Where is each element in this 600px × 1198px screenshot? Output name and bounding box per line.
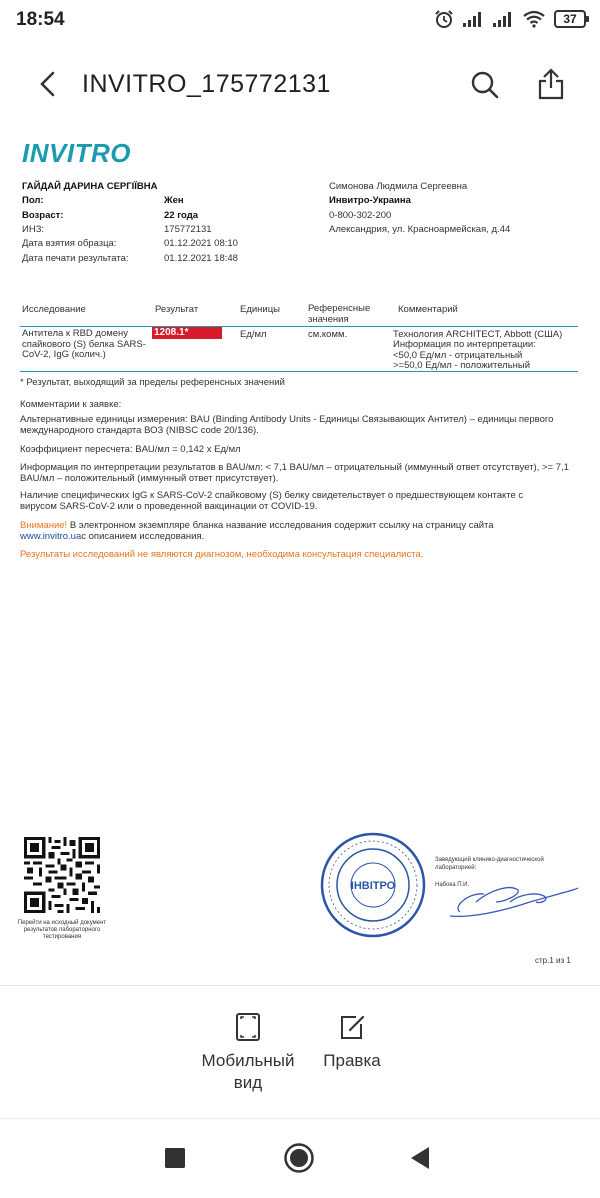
stamp-text: ІНВІТРО [350,880,396,892]
edit-label: Правка [323,1051,381,1070]
back-icon [408,1145,432,1171]
lab-stamp-seal [318,830,428,940]
home-icon [283,1142,315,1174]
disclaimer: Результаты исследований не являются диагнозом, необходима консультация специалиста. [20,549,424,560]
col-units-header: Единицы [240,304,281,315]
lab-org: Инвитро-Украина [329,195,411,206]
sample-date-label: Дата взятия образца: [22,238,117,249]
mobile-view-button[interactable] [190,1012,306,1094]
print-date-label: Дата печати результата: [22,253,129,264]
qr-code[interactable] [24,837,100,913]
wifi-icon [522,10,546,28]
age-value: 22 года [164,210,199,221]
lab-doctor: Симонова Людмила Сергеевна [329,181,468,192]
out-of-range-footnote: * Результат, выходящий за пределы референсных значений [20,377,285,388]
print-date-value: 01.12.2021 18:48 [164,253,238,264]
navbar-divider [0,1118,600,1119]
page-number: стр.1 из 1 [535,956,571,965]
battery-icon: 37 [554,10,586,28]
comment-coefficient: Коэффициент пересчета: BAU/мл = 0,142 х Ед/мл [20,444,241,455]
invitro-logo: INVITRO [22,138,131,168]
document-title: INVITRO_175772131 [82,70,331,98]
signal-icon [492,10,514,28]
head-of-lab-name: Набока П.И. [435,882,470,888]
edit-icon [338,1012,366,1042]
share-icon [537,68,565,100]
table-bottom-divider [20,371,578,372]
result-reference: см.комм. [308,329,348,340]
app-bar [0,50,600,120]
back-arrow-icon [38,71,58,97]
home-button[interactable] [283,1142,315,1174]
col-result-header: Результат [155,304,199,315]
inz-value: 175772131 [164,224,212,235]
result-comment-2: Информация по интерпретации: [393,339,536,350]
warning-text: В электронном экземпляре бланка название исследования содержит ссылку на страницу сайта [69,520,494,531]
result-comment-4: >=50,0 Ед/мл - положительный [393,360,531,371]
search-icon [470,70,500,100]
document-page[interactable] [0,130,600,980]
sex-label: Пол: [22,195,44,206]
inz-label: ИНЗ: [22,224,45,235]
invitro-link[interactable]: www.invitro.ua [20,530,82,542]
search-button[interactable] [466,66,504,104]
recents-button[interactable] [159,1142,191,1174]
study-name-link[interactable]: Антитела к RBD домену спайкового (S) белка SARS-CoV-2, IgG (колич.) [22,328,146,360]
lab-phone: 0-800-302-200 [329,210,392,221]
table-header-divider [20,326,578,327]
system-back-button[interactable] [404,1142,436,1174]
mobile-view-icon [235,1012,261,1042]
signature [440,872,580,932]
signal-icon [462,10,484,28]
recents-icon [164,1147,186,1169]
edit-button[interactable] [312,1012,392,1072]
warning-tail: с описанием исследования. [81,530,205,542]
comment-igg: Наличие специфических IgG к SARS-CoV-2 спайковому (S) белку свидетельствует о предшествующем контакте с вирусом SARS-CoV-2 или о проведенной вакцинации от COVID-19. [20,490,524,512]
result-comment-1: Технология ARCHITECT, Abbott (США) [393,329,563,340]
status-bar [0,0,600,40]
system-navbar [0,1128,600,1190]
col-study-header: Исследование [22,304,86,315]
warning-label: Внимание! [20,520,68,531]
sample-date-value: 01.12.2021 08:10 [164,238,238,249]
result-value: 1208.1* [152,327,222,339]
head-of-lab-label: Заведующий клинико-диагностической лабораторией: [435,857,544,871]
alarm-icon [434,9,454,29]
share-button[interactable] [532,64,570,104]
comment-alt-units: Альтернативные единицы измерения: BAU (Binding Antibody Units - Единицы Связывающих Антител) – единицы первого международного стандарта ВОЗ (NIBSC code 20/136). [20,414,554,436]
patient-name: ГАЙДАЙ ДАРИНА СЕРГІЇВНА [22,181,158,192]
col-comment-header: Комментарий [398,304,458,315]
result-comment-3: <50,0 Ед/мл - отрицательный [393,350,523,361]
result-units: Ед/мл [240,329,267,340]
status-icons [434,8,586,30]
comments-title: Комментарии к заявке: [20,399,122,410]
age-label: Возраст: [22,210,64,221]
col-ref-header: Референсные значения [308,303,371,325]
toolbar-divider [0,985,600,986]
mobile-view-label: Мобильный вид [201,1051,295,1092]
warning-block [20,521,540,542]
qr-caption: Перейти на исходный документ результатов лабораторного тестирования [17,920,107,940]
status-time: 18:54 [16,9,65,30]
comment-interpretation: Информация по интерпретации результатов в BAU/мл: < 7,1 BAU/мл – отрицательный (иммунный ответ отсутствует), >= 7,1 BAU/мл – положительный (иммунный ответ присутствует). [20,462,569,484]
back-button[interactable] [30,66,66,102]
sex-value: Жен [164,195,184,206]
lab-address: Александрия, ул. Красноармейская, д.44 [329,224,511,235]
